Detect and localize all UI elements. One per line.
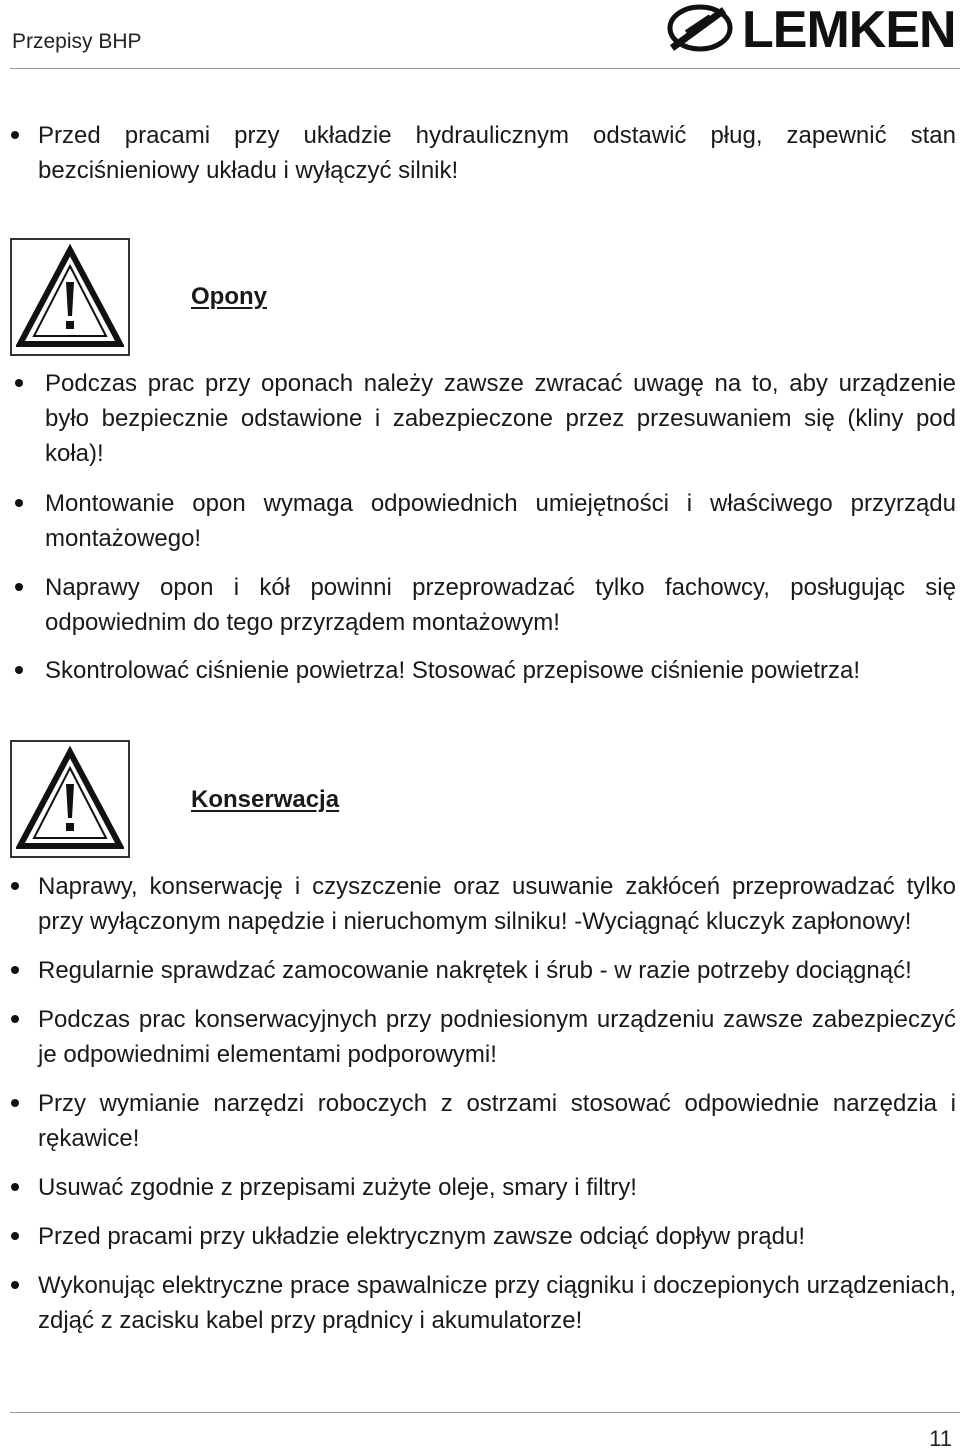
list-item-text: Naprawy opon i kół powinni przeprowadzać tylko fachowcy, posługując się odpowiednim do tego przyrządem montażowym! [45,574,956,636]
section-title-konserwacja: Konserwacja [191,786,340,813]
list-item [0,869,960,939]
list-item [0,953,960,988]
bullet-dot [11,1232,19,1240]
bullet-dot [15,583,23,591]
bullet-dot [11,131,19,139]
warning-sign-opony [10,238,130,356]
list-item-text: Usuwać zgodnie z przepisami zużyte oleje, smary i filtry! [38,1174,637,1201]
logo-wordmark: LEMKEN [742,1,956,59]
konserwacja-bullet-list [0,869,960,1338]
list-item [0,1268,960,1338]
bullet-dot [15,666,23,674]
intro-bullet-list [0,118,960,188]
list-item-text: Wykonując elektryczne prace spawalnicze przy ciągniku i doczepionych urządzeniach, zdjąć z zacisku kabel przy prądnicy i akumulatorze! [38,1272,956,1334]
bullet-dot [15,499,23,507]
opony-bullet-list [0,366,960,688]
warning-triangle-icon [16,746,124,852]
bullet-dot [11,1281,19,1289]
bullet-dot [11,966,19,974]
bullet-dot [11,882,19,890]
list-item-text: Naprawy, konserwację i czyszczenie oraz usuwanie zakłóceń przeprowadzać tylko przy wyłączonym napędzie i nieruchomym silniku! -Wyciągnąć kluczyk zapłonowy! [38,873,956,935]
list-item [0,570,960,640]
list-item-text: Przed pracami przy układzie elektrycznym zawsze odciąć dopływ prądu! [38,1223,805,1250]
list-item [0,1086,960,1156]
bullet-dot [11,1183,19,1191]
list-item-text: Przed pracami przy układzie hydraulicznym odstawić pług, zapewnić stan bezciśnieniowy układu i wyłączyć silnik! [38,122,956,184]
list-item [0,1170,960,1205]
bullet-dot [15,379,23,387]
warning-triangle-icon [16,244,124,350]
list-item-text: Regularnie sprawdzać zamocowanie nakrętek i śrub - w razie potrzeby dociągnąć! [38,957,912,984]
list-item [0,118,960,188]
bullet-dot [11,1099,19,1107]
list-item-text: Podczas prac konserwacyjnych przy podniesionym urządzeniu zawsze zabezpieczyć je odpowiednimi elementami podporowymi! [38,1006,956,1068]
page-header-title: Przepisy BHP [12,30,142,53]
list-item [0,486,960,556]
list-item-text: Podczas prac przy oponach należy zawsze zwracać uwagę na to, aby urządzenie było bezpiecznie odstawione i zabezpieczone przez przesuwaniem się (kliny pod koła)! [45,370,956,467]
warning-sign-konserwacja [10,740,130,858]
bullet-dot [11,1015,19,1023]
lemken-emblem-icon [664,2,740,58]
list-item-text: Montowanie opon wymaga odpowiednich umiejętności i właściwego przyrządu montażowego! [45,490,956,552]
list-item-text: Skontrolować ciśnienie powietrza! Stosować przepisowe ciśnienie powietrza! [45,657,861,684]
footer-divider [10,1412,960,1413]
page-number: 11 [929,1426,952,1451]
list-item [0,653,960,688]
lemken-logo [664,2,954,58]
section-title-opony: Opony [191,283,267,310]
list-item [0,1002,960,1072]
list-item-text: Przy wymianie narzędzi roboczych z ostrzami stosować odpowiednie narzędzia i rękawice! [38,1090,956,1152]
header-divider [10,68,960,69]
list-item [0,1219,960,1254]
list-item [0,366,960,471]
